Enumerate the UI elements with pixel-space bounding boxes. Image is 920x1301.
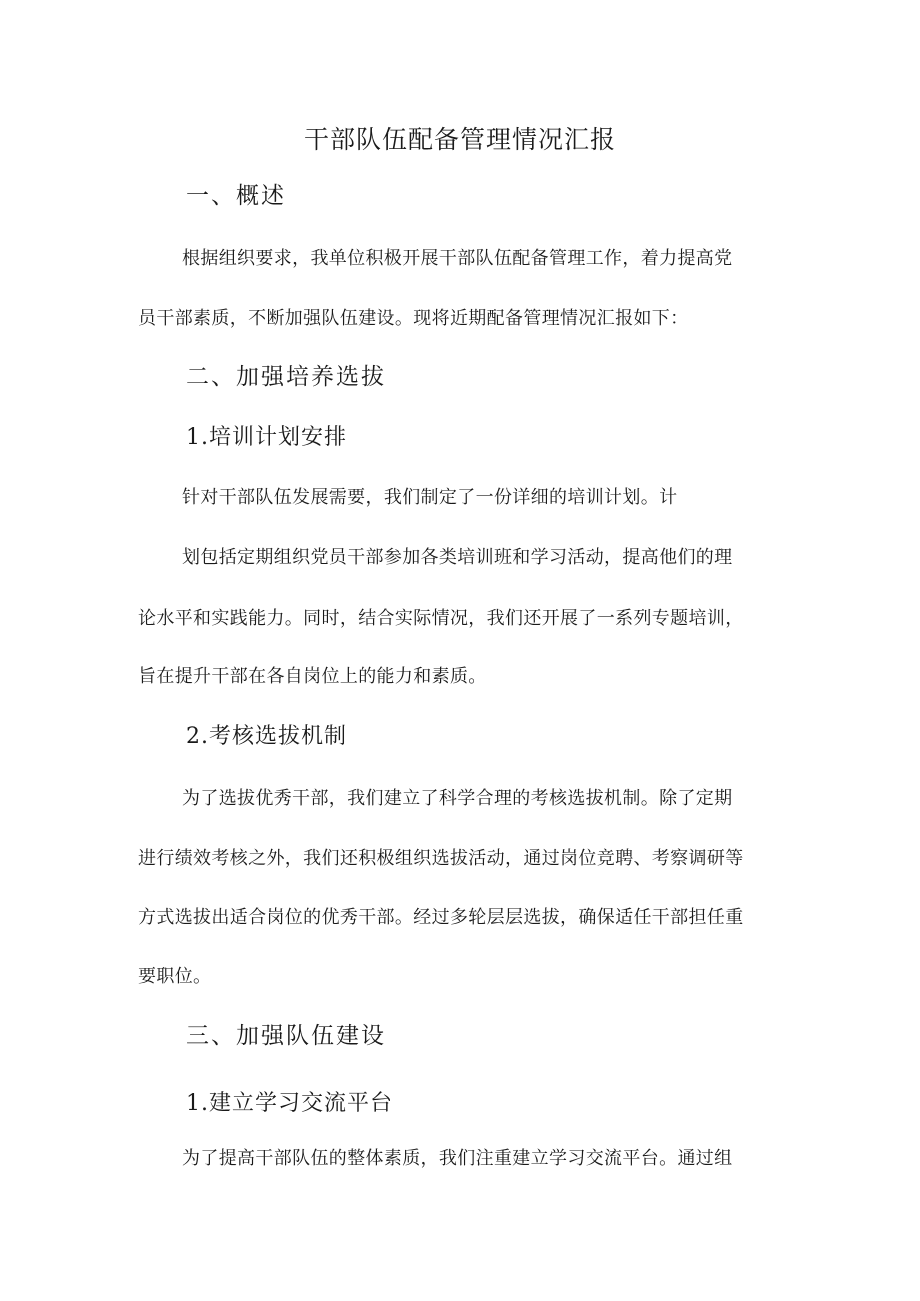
section-heading-training-selection: 二、加强培养选拔 [186, 364, 386, 390]
section-heading-team-building: 三、加强队伍建设 [186, 1023, 386, 1049]
paragraph-line: 划包括定期组织党员干部参加各类培训班和学习活动，提高他们的理 [182, 547, 733, 568]
paragraph-line: 要职位。 [138, 966, 212, 987]
section-heading-overview: 一、概述 [186, 183, 286, 209]
paragraph-line: 员干部素质，不断加强队伍建设。现将近期配备管理情况汇报如下： [138, 308, 689, 329]
subheading-learning-platform: 1.建立学习交流平台 [186, 1091, 393, 1116]
paragraph-line: 进行绩效考核之外，我们还积极组织选拔活动，通过岗位竞聘、考察调研等 [138, 848, 744, 869]
paragraph-line: 旨在提升干部在各自岗位上的能力和素质。 [138, 666, 487, 687]
paragraph-line: 论水平和实践能力。同时，结合实际情况，我们还开展了一系列专题培训， [138, 608, 744, 629]
paragraph-line: 为了选拔优秀干部，我们建立了科学合理的考核选拔机制。除了定期 [182, 788, 733, 809]
subheading-assessment-mechanism: 2.考核选拔机制 [186, 724, 347, 749]
paragraph-line: 根据组织要求，我单位积极开展干部队伍配备管理工作，着力提高党 [182, 248, 733, 269]
paragraph-line: 为了提高干部队伍的整体素质，我们注重建立学习交流平台。通过组 [182, 1148, 733, 1169]
paragraph-line: 针对干部队伍发展需要，我们制定了一份详细的培训计划。计 [182, 487, 678, 508]
paragraph-line: 方式选拔出适合岗位的优秀干部。经过多轮层层选拔，确保适任干部担任重 [138, 907, 744, 928]
document-title: 干部队伍配备管理情况汇报 [303, 125, 616, 154]
subheading-training-plan: 1.培训计划安排 [186, 425, 347, 450]
